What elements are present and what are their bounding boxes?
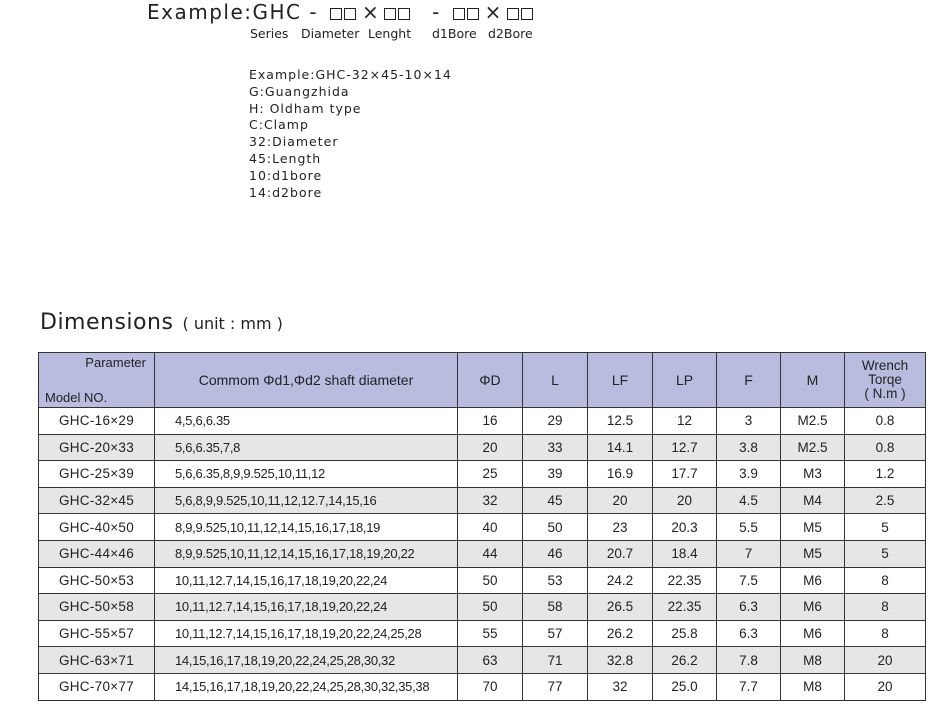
table-row — [39, 540, 926, 567]
cell-shaft: 4,5,6,6.35 — [155, 408, 458, 435]
d2bore-placeholder — [507, 0, 535, 24]
d1bore-placeholder — [453, 0, 481, 24]
cell-lf: 20.7 — [588, 540, 653, 567]
cell-lp: 18.4 — [653, 540, 717, 567]
dimensions-table — [38, 352, 926, 701]
cell-phid: 50 — [458, 594, 523, 621]
diameter-placeholder — [330, 0, 358, 24]
header-torque: Torqe — [868, 372, 902, 387]
cell-phid: 55 — [458, 620, 523, 647]
cell-lp: 22.35 — [653, 594, 717, 621]
cell-lf: 16.9 — [588, 461, 653, 488]
table-row — [39, 647, 926, 674]
cell-torque: 8 — [845, 594, 926, 621]
cell-model: GHC-16×29 — [39, 408, 155, 435]
table-row — [39, 408, 926, 435]
cell-torque: 0.8 — [845, 434, 926, 461]
example-line: C:Clamp — [249, 117, 309, 133]
cell-torque: 8 — [845, 567, 926, 594]
table-row — [39, 487, 926, 514]
cell-l: 46 — [523, 540, 588, 567]
cell-shaft: 8,9,9.525,10,11,12,14,15,16,17,18,19 — [155, 514, 458, 541]
cell-m: M2.5 — [781, 434, 845, 461]
cell-shaft: 14,15,16,17,18,19,20,22,24,25,28,30,32 — [155, 647, 458, 674]
dash-sign: - — [432, 0, 441, 24]
example-line: 45:Length — [249, 150, 322, 166]
cell-f: 6.3 — [717, 620, 781, 647]
cell-lf: 20 — [588, 487, 653, 514]
header-shaft: Commom Φd1,Φd2 shaft diameter — [155, 353, 458, 408]
cell-m: M2.5 — [781, 408, 845, 435]
cell-l: 29 — [523, 408, 588, 435]
label-series: Series — [250, 26, 289, 41]
cell-lf: 24.2 — [588, 567, 653, 594]
cell-phid: 16 — [458, 408, 523, 435]
header-parameter: Parameter — [85, 355, 146, 370]
cell-m: M6 — [781, 620, 845, 647]
label-length: Lenght — [368, 26, 412, 41]
cell-model: GHC-20×33 — [39, 434, 155, 461]
example-explanation — [249, 67, 452, 201]
header-model: Model NO. — [45, 390, 108, 405]
cell-lf: 26.2 — [588, 620, 653, 647]
table-row — [39, 567, 926, 594]
cell-f: 7.5 — [717, 567, 781, 594]
times-sign-2: × — [484, 0, 503, 24]
header-f: F — [717, 353, 781, 408]
table-body — [39, 408, 926, 701]
cell-lp: 17.7 — [653, 461, 717, 488]
cell-l: 58 — [523, 594, 588, 621]
header-nm: ( N.m ) — [864, 386, 906, 401]
cell-shaft: 10,11,12.7,14,15,16,17,18,19,20,22,24 — [155, 594, 458, 621]
cell-f: 3.9 — [717, 461, 781, 488]
cell-lf: 32.8 — [588, 647, 653, 674]
cell-l: 50 — [523, 514, 588, 541]
label-d1bore: d1Bore — [432, 26, 477, 41]
cell-lp: 20 — [653, 487, 717, 514]
cell-model: GHC-70×77 — [39, 673, 155, 700]
cell-l: 77 — [523, 673, 588, 700]
cell-phid: 32 — [458, 487, 523, 514]
table-row — [39, 673, 926, 700]
cell-m: M6 — [781, 594, 845, 621]
table-header-row — [39, 353, 926, 408]
cell-l: 57 — [523, 620, 588, 647]
cell-m: M6 — [781, 567, 845, 594]
header-lp: LP — [653, 353, 717, 408]
dimensions-heading: Dimensions — [40, 310, 174, 335]
times-sign: × — [361, 0, 381, 24]
header-parameter-model — [39, 353, 155, 408]
cell-phid: 50 — [458, 567, 523, 594]
cell-lf: 12.5 — [588, 408, 653, 435]
example-header — [147, 0, 539, 24]
cell-phid: 44 — [458, 540, 523, 567]
cell-l: 33 — [523, 434, 588, 461]
table-row — [39, 620, 926, 647]
cell-f: 6.3 — [717, 594, 781, 621]
cell-m: M5 — [781, 514, 845, 541]
cell-f: 4.5 — [717, 487, 781, 514]
example-prefix: Example:GHC - — [147, 0, 319, 24]
cell-l: 39 — [523, 461, 588, 488]
cell-shaft: 8,9,9.525,10,11,12,14,15,16,17,18,19,20,22 — [155, 540, 458, 567]
cell-lp: 25.8 — [653, 620, 717, 647]
cell-lp: 20.3 — [653, 514, 717, 541]
cell-torque: 0.8 — [845, 408, 926, 435]
cell-torque: 20 — [845, 647, 926, 674]
cell-model: GHC-63×71 — [39, 647, 155, 674]
cell-shaft: 5,6,8,9,9.525,10,11,12,12.7,14,15,16 — [155, 487, 458, 514]
header-wrench: Wrench — [861, 358, 909, 373]
example-line: G:Guangzhida — [249, 83, 350, 99]
cell-shaft: 10,11,12.7,14,15,16,17,18,19,20,22,24,25,28 — [155, 620, 458, 647]
cell-model: GHC-32×45 — [39, 487, 155, 514]
cell-model: GHC-50×53 — [39, 567, 155, 594]
length-placeholder — [384, 0, 412, 24]
cell-lp: 12.7 — [653, 434, 717, 461]
cell-f: 3.8 — [717, 434, 781, 461]
cell-lf: 14.1 — [588, 434, 653, 461]
header-phid: ΦD — [458, 353, 523, 408]
cell-m: M3 — [781, 461, 845, 488]
cell-torque: 5 — [845, 540, 926, 567]
cell-l: 71 — [523, 647, 588, 674]
cell-phid: 70 — [458, 673, 523, 700]
example-line: 14:d2bore — [249, 184, 323, 200]
cell-m: M4 — [781, 487, 845, 514]
example-line: H: Oldham type — [249, 100, 362, 116]
cell-f: 7.7 — [717, 673, 781, 700]
table-row — [39, 461, 926, 488]
example-line: 32:Diameter — [249, 134, 339, 150]
header-l: L — [523, 353, 588, 408]
cell-lf: 26.5 — [588, 594, 653, 621]
cell-f: 5.5 — [717, 514, 781, 541]
cell-torque: 2.5 — [845, 487, 926, 514]
cell-lp: 25.0 — [653, 673, 717, 700]
cell-model: GHC-40×50 — [39, 514, 155, 541]
label-d2bore: d2Bore — [488, 26, 533, 41]
cell-f: 7 — [717, 540, 781, 567]
dimensions-unit: ( unit : mm ) — [182, 314, 283, 333]
cell-phid: 63 — [458, 647, 523, 674]
cell-f: 3 — [717, 408, 781, 435]
example-line: Example:GHC-32×45-10×14 — [249, 67, 452, 82]
header-wrench-torque — [845, 353, 926, 408]
cell-model: GHC-44×46 — [39, 540, 155, 567]
table-row — [39, 594, 926, 621]
cell-shaft: 5,6,6.35,7,8 — [155, 434, 458, 461]
cell-shaft: 5,6,6.35,8,9,9.525,10,11,12 — [155, 461, 458, 488]
header-m: M — [781, 353, 845, 408]
cell-lp: 22.35 — [653, 567, 717, 594]
table-row — [39, 514, 926, 541]
cell-torque: 8 — [845, 620, 926, 647]
cell-torque: 1.2 — [845, 461, 926, 488]
cell-m: M5 — [781, 540, 845, 567]
cell-lf: 23 — [588, 514, 653, 541]
cell-m: M8 — [781, 673, 845, 700]
dimensions-title — [40, 310, 283, 335]
cell-phid: 40 — [458, 514, 523, 541]
cell-f: 7.8 — [717, 647, 781, 674]
table-row — [39, 434, 926, 461]
cell-shaft: 14,15,16,17,18,19,20,22,24,25,28,30,32,35,38 — [155, 673, 458, 700]
example-line: 10:d1bore — [249, 167, 323, 183]
cell-model: GHC-55×57 — [39, 620, 155, 647]
cell-l: 53 — [523, 567, 588, 594]
cell-lp: 26.2 — [653, 647, 717, 674]
cell-phid: 25 — [458, 461, 523, 488]
cell-lp: 12 — [653, 408, 717, 435]
header-lf: LF — [588, 353, 653, 408]
cell-torque: 5 — [845, 514, 926, 541]
cell-model: GHC-25×39 — [39, 461, 155, 488]
cell-l: 45 — [523, 487, 588, 514]
label-diameter: Diameter — [301, 26, 360, 41]
cell-m: M8 — [781, 647, 845, 674]
cell-lf: 32 — [588, 673, 653, 700]
cell-model: GHC-50×58 — [39, 594, 155, 621]
cell-phid: 20 — [458, 434, 523, 461]
cell-shaft: 10,11,12.7,14,15,16,17,18,19,20,22,24 — [155, 567, 458, 594]
cell-torque: 20 — [845, 673, 926, 700]
